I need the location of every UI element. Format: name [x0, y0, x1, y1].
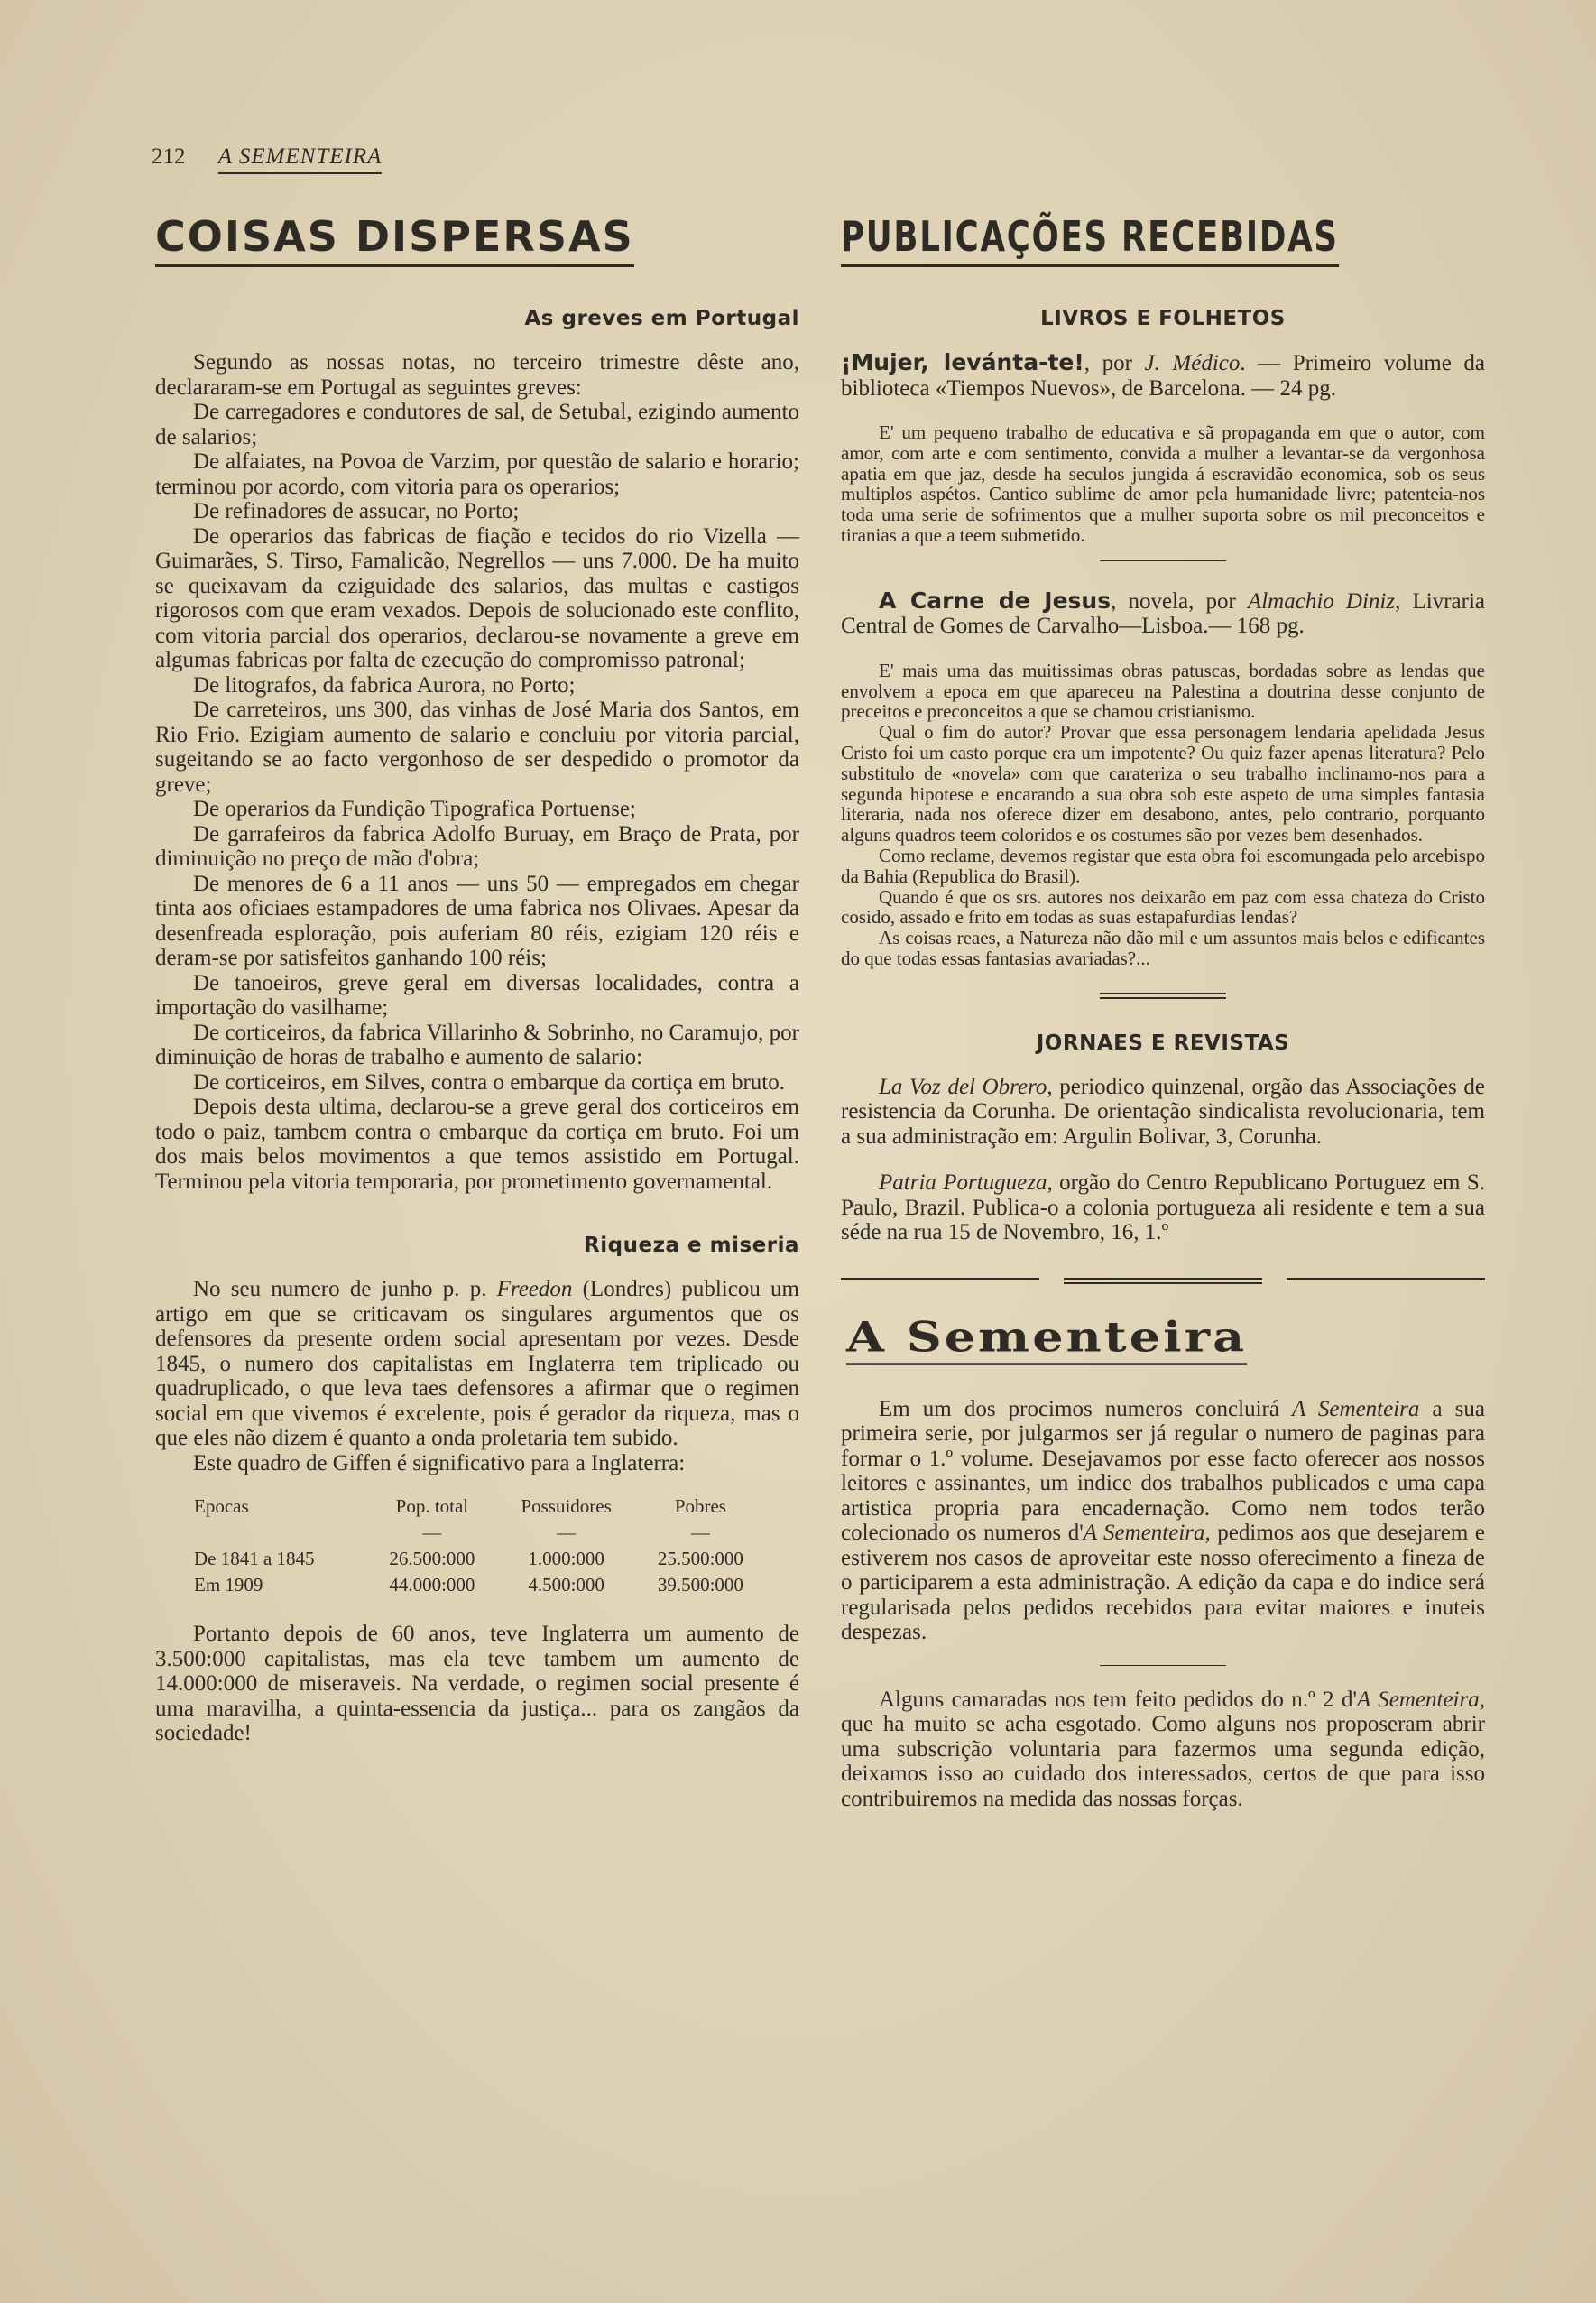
greves-paragraph: De carreteiros, uns 300, das vinhas de José Maria dos Santos, em Rio Frio. Ezigiam aumento de salario e concluiu por vitoria parcial, sugeitando se ao facto vergonhoso de ser despedido o promotor da greve;	[155, 698, 799, 797]
table-row: Em 1909 44.000:000 4.500:000 39.500:000	[194, 1574, 743, 1595]
review-carne: Qual o fim do autor? Provar que essa personagem lendaria apelidada Jesus Cristo foi um casto porque era um impotente? Ou quiz fazer apenas literatura? Pelo substitulo de «novela» com que carateriza o seu trabalho inclinamo-nos para a segunda hipotese e encarando a sua obra sob este aspeto de uma simples fantasia literaria, nada nos oferece dizer em desabono, antes, pelo contrario, porquanto alguns quadros teem coloridos e os costumes são por vezes bem desenhados.	[841, 721, 1485, 846]
greves-paragraph: Depois desta ultima, declarou-se a greve geral dos corticeiros em todo o paiz, tambem contra o embarque da cortiça em bruto. Foi um dos mais belos movimentos a que temos assistido em Portugal. Terminou pela vitoria temporaria, por prometimento governamental.	[155, 1095, 799, 1194]
riqueza-paragraph: Portanto depois de 60 anos, teve Inglaterra um aumento de 3.500:000 capitalistas, mas ela teve tambem um aumento de 14.000:000 de miseraveis. Na verdade, o regimen social presente é uma maravilha, a quinta-essencia da justiça... para os zangãos da sociedade!	[155, 1622, 799, 1745]
greves-article	[155, 350, 799, 1194]
section-title-coisas-dispersas: COISAS DISPERSAS	[155, 212, 634, 267]
greves-paragraph: De garrafeiros da fabrica Adolfo Buruay, em Braço de Prata, por diminuição no preço de mão d'obra;	[155, 821, 799, 871]
greves-paragraph: De corticeiros, em Silves, contra o embarque da cortiça em bruto.	[193, 1069, 786, 1095]
book-entry-mujer: ¡Mujer, levánta-te!, por J. Médico. — Primeiro volume da biblioteca «Tiempos Nuevos», de Barcelona. — 24 pg.	[841, 349, 1486, 401]
book-entry-carne: A Carne de Jesus, novela, por Almachio Diniz, Livraria Central de Gomes de Carvalho—Lisboa.— 168 pg.	[841, 587, 1485, 639]
greves-paragraph: De corticeiros, da fabrica Villarinho & Sobrinho, no Caramujo, por diminuição de horas de trabalho e aumento de salario:	[155, 1020, 799, 1069]
review-carne: Como reclame, devemos registar que esta obra foi escomungada pelo arcebispo da Bahia (Republica do Brasil).	[841, 844, 1485, 887]
riqueza-article	[155, 1277, 799, 1746]
left-column	[155, 212, 799, 1746]
sementeira-paragraph: Em um dos procimos numeros concluirá A Sementeira a sua primeira serie, por julgarmos ser já regular o numero de paginas para formar o 1.º volume. Desejavamos por esse facto oferecer aos nossos leitores e assinantes, um indice dos trabalhos publicados e uma capa artistica propria para encadernação. Como nem todos terão colecionado os numeros d'A Sementeira, pedimos aos que desejarem e estiverem nos casos de aproveitar este nosso oferecimento a fineza de o participarem a esta administração. A edição da capa e do indice será regularisada pelos pedidos recebidos para evitar maiores e inuteis despezas.	[841, 1396, 1485, 1645]
greves-paragraph: De alfaiates, na Povoa de Varzim, por questão de salario e horario; terminou por acordo, com vitoria para os operarios;	[155, 449, 799, 499]
right-column	[841, 212, 1485, 1811]
greves-paragraph: Segundo as nossas notas, no terceiro trimestre dêste ano, declararam-se em Portugal as seguintes greves:	[155, 350, 799, 400]
sementeira-title: A Sementeira	[846, 1312, 1247, 1365]
page-header	[152, 144, 382, 170]
triple-divider	[841, 1278, 1485, 1284]
double-divider	[1100, 993, 1226, 999]
riqueza-paragraph: Este quadro de Giffen é significativo para a Inglaterra:	[193, 1450, 686, 1475]
greves-paragraph: De operarios da Fundição Tipografica Portuense;	[193, 797, 636, 821]
review-carne: E' mais uma das muitissimas obras patuscas, bordadas sobre as lendas que envolvem a epoca em que apareceu na Palestina a doutrina desse conjunto de preceitos e preconceitos a que se chamou cristianismo.	[841, 659, 1485, 723]
journal-entry-patria: Patria Portugueza, orgão do Centro Republicano Portuguez em S. Paulo, Brazil. Publica-o a colonia portugueza ali residente e tem a sua séde na rua 15 de Novembro, 16, 1.º	[841, 1170, 1485, 1245]
greves-paragraph: De tanoeiros, greve geral em diversas localidades, contra a importação do vasilhame;	[155, 970, 799, 1020]
greves-paragraph: De operarios das fabricas de fiação e tecidos do rio Vizella — Guimarães, S. Tirso, Famalicão, Negrellos — uns 7.000. De ha muito se queixavam da eziguidade des salarios, das multas e castigos rigorosos com que eram vexados. Depois de solucionado este conflito, com vitoria parcial dos operarios, declarou-se novamente a greve em algumas fabricas por falta de ezecução do compromisso patronal;	[155, 523, 799, 672]
heading-livros-folhetos: LIVROS E FOLHETOS	[1040, 307, 1286, 330]
heading-jornaes-revistas: JORNAES E REVISTAS	[1036, 1031, 1290, 1055]
review-carne: As coisas reaes, a Natureza não dão mil e um assuntos mais belos e edificantes do que todas essas fantasias avariadas?...	[841, 927, 1485, 969]
section-title-publicacoes: PUBLICAÇÕES RECEBIDAS	[841, 212, 1339, 267]
heading-greves: As greves em Portugal	[524, 307, 799, 330]
table-header-row: Epocas Pop. total Possuidores Pobres	[194, 1495, 726, 1517]
riqueza-paragraph: No seu numero de junho p. p. Freedon (Londres) publicou um artigo em que se criticavam os singulares argumentos que os defensores da presente ordem social apresentam por vezes. Desde 1845, o numero dos capitalistas em Inglaterra tem triplicado ou quadruplicado, o que leva taes defensores a afirmar que o regimen social em que vivemos é excelente, pois é gerador da riqueza, mas o que eles não dizem é quanto a onda proletaria tem subido.	[155, 1277, 799, 1450]
table-row: De 1841 a 1845 26.500:000 1.000:000 25.500:000	[194, 1548, 743, 1569]
sementeira-paragraph: Alguns camaradas nos tem feito pedidos do n.º 2 d'A Sementeira, que ha muito se acha esgotado. Como alguns nos proposeram abrir uma subscrição voluntaria para fazermos uma segunda edição, deixamos isso ao cuidado dos interessados, certos de que para isso contribuiremos na medida das nossas forças.	[841, 1687, 1485, 1811]
review-mujer: E' um pequeno trabalho de educativa e sã propaganda em que o autor, com amor, com arte e com sentimento, convida a mulher a levantar-se da vergonhosa apatia em que jaz, desde ha seculos jungida á escravidão economica, sob os seus multiplos aspétos. Cantico sublime de amor pela humanidade livre; patenteia-nos toda uma serie de sofrimentos que a mulher suporta sobre os mil preconceitos e tiranias a que a teem submetido.	[841, 421, 1485, 546]
table-dash-row: — — —	[422, 1521, 710, 1543]
greves-paragraph: De litografos, da fabrica Aurora, no Porto;	[193, 672, 576, 698]
greves-paragraph: De menores de 6 a 11 anos — uns 50 — empregados em chegar tinta aos oficiaes estampadores de uma fabrica nos Olivaes. Apesar da desenfreada esploração, pois auferiam 80 réis, ezigiam 120 réis e deram-se por satisfeitos ganhando 100 réis;	[155, 871, 799, 970]
page-number: 212	[152, 144, 186, 169]
running-title: A SEMENTEIRA	[218, 144, 383, 174]
giffen-table	[189, 1494, 766, 1598]
heading-riqueza: Riqueza e miseria	[584, 1234, 799, 1257]
greves-paragraph: De carregadores e condutores de sal, de Setubal, ezigindo aumento de salarios;	[155, 400, 799, 449]
journal-entry-voz: La Voz del Obrero, periodico quinzenal, orgão das Associações de resistencia da Corunha. De orientação sindicalista revolucionaria, tem a sua administração em: Argulin Bolivar, 3, Corunha.	[841, 1074, 1485, 1149]
greves-paragraph: De refinadores de assucar, no Porto;	[193, 499, 520, 523]
review-carne: Quando é que os srs. autores nos deixarão em paz com essa chateza do Cristo cosido, assado e frito em todas as suas estapafurdias lendas?	[841, 885, 1485, 929]
